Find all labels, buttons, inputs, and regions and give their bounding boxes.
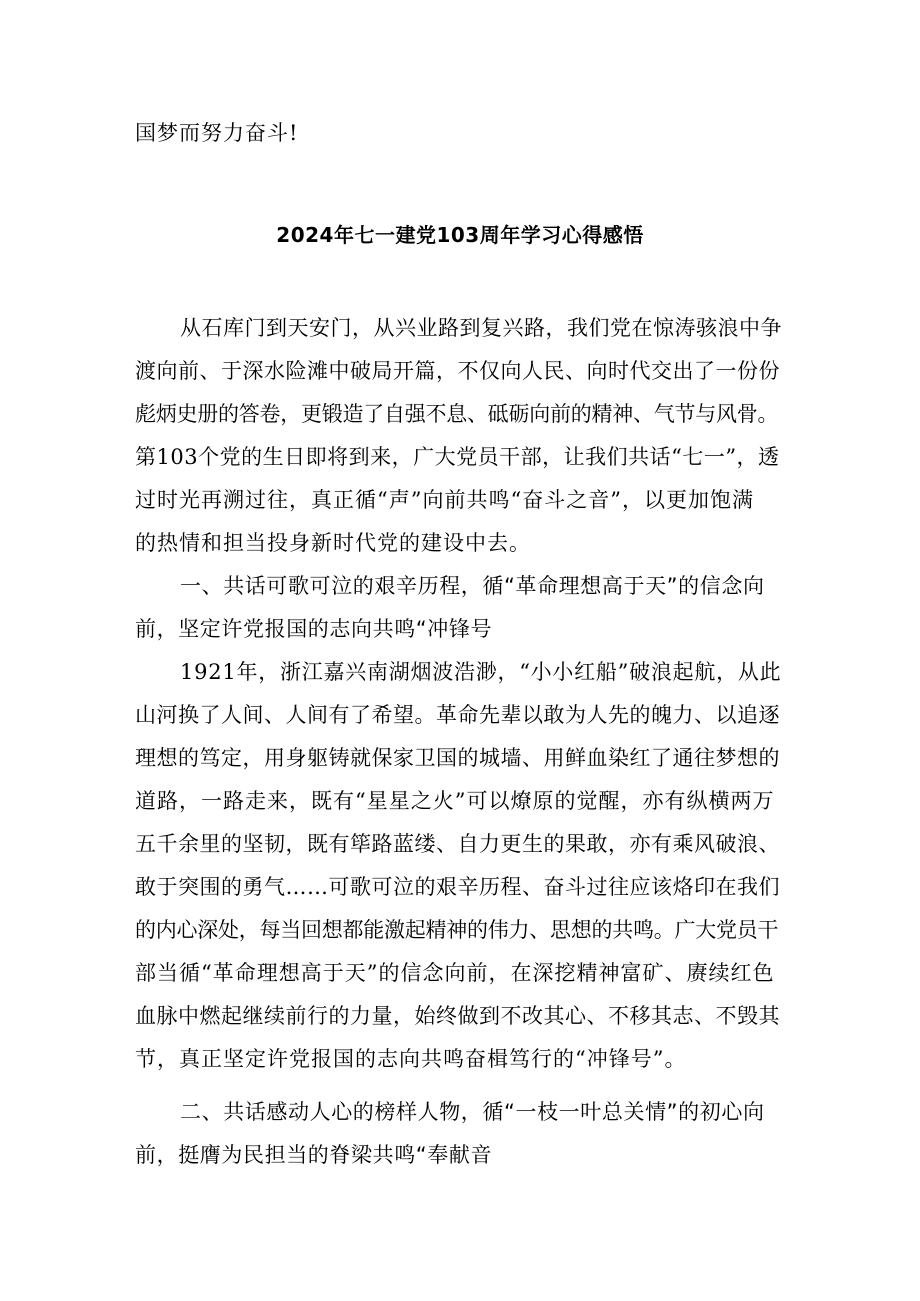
intro-line: 第103个党的生日即将到来，广大党员干部，让我们共话“七一”，透 (135, 445, 780, 469)
para1-line: 五千余里的坚韧，既有筚路蓝缕、自力更生的果敢，亦有乘风破浪、 (135, 832, 780, 856)
para1-line: 1921年，浙江嘉兴南湖烟波浩渺，“小小红船”破浪起航，从此 (180, 660, 782, 684)
section-heading-2: 二、共话感动人心的榜样人物，循“一枝一叶总关情”的初心向 (180, 1100, 765, 1124)
para1-line: 道路，一路走来，既有“星星之火”可以燎原的觉醒，亦有纵横两万 (135, 789, 775, 813)
intro-line: 从石库门到天安门，从兴业路到复兴路，我们党在惊涛骇浪中争 (180, 316, 782, 340)
section-heading-2: 前，挺膺为民担当的脊梁共鸣“奉献音 (135, 1143, 493, 1167)
intro-line: 渡向前、于深水险滩中破局开篇，不仅向人民、向时代交出了一份份 (135, 359, 780, 383)
intro-line: 的热情和担当投身新时代党的建设中去。 (135, 531, 531, 555)
section-heading-1: 一、共话可歌可泣的艰辛历程，循“革命理想高于天”的信念向 (180, 574, 765, 598)
intro-line: 过时光再溯过往，真正循“声”向前共鸣“奋斗之音”，以更加饱满 (135, 488, 754, 512)
top-fragment: 国梦而努力奋斗! (135, 121, 299, 145)
para1-line: 敢于突围的勇气……可歌可泣的艰辛历程、奋斗过往应该烙印在我们 (135, 875, 780, 899)
document-title: 2024年七一建党103周年学习心得感悟 (276, 223, 644, 247)
section-heading-1: 前，坚定许党报国的志向共鸣“冲锋号 (135, 617, 493, 641)
intro-line: 彪炳史册的答卷，更锻造了自强不息、砥砺向前的精神、气节与风骨。 (135, 402, 779, 426)
para1-line: 部当循“革命理想高于天”的信念向前，在深挖精神富矿、赓续红色 (135, 961, 775, 985)
para1-line: 山河换了人间、人间有了希望。革命先辈以敢为人先的魄力、以追逐 (135, 703, 780, 727)
para1-line: 的内心深处，每当回想都能激起精神的伟力、思想的共鸣。广大党员干 (135, 918, 779, 942)
para1-line: 血脉中燃起继续前行的力量，始终做到不改其心、不移其志、不毁其 (135, 1004, 780, 1028)
para1-line: 节，真正坚定许党报国的志向共鸣奋楫笃行的“冲锋号”。 (135, 1047, 687, 1071)
para1-line: 理想的笃定，用身躯铸就保家卫国的城墙、用鲜血染红了通往梦想的 (135, 746, 780, 770)
